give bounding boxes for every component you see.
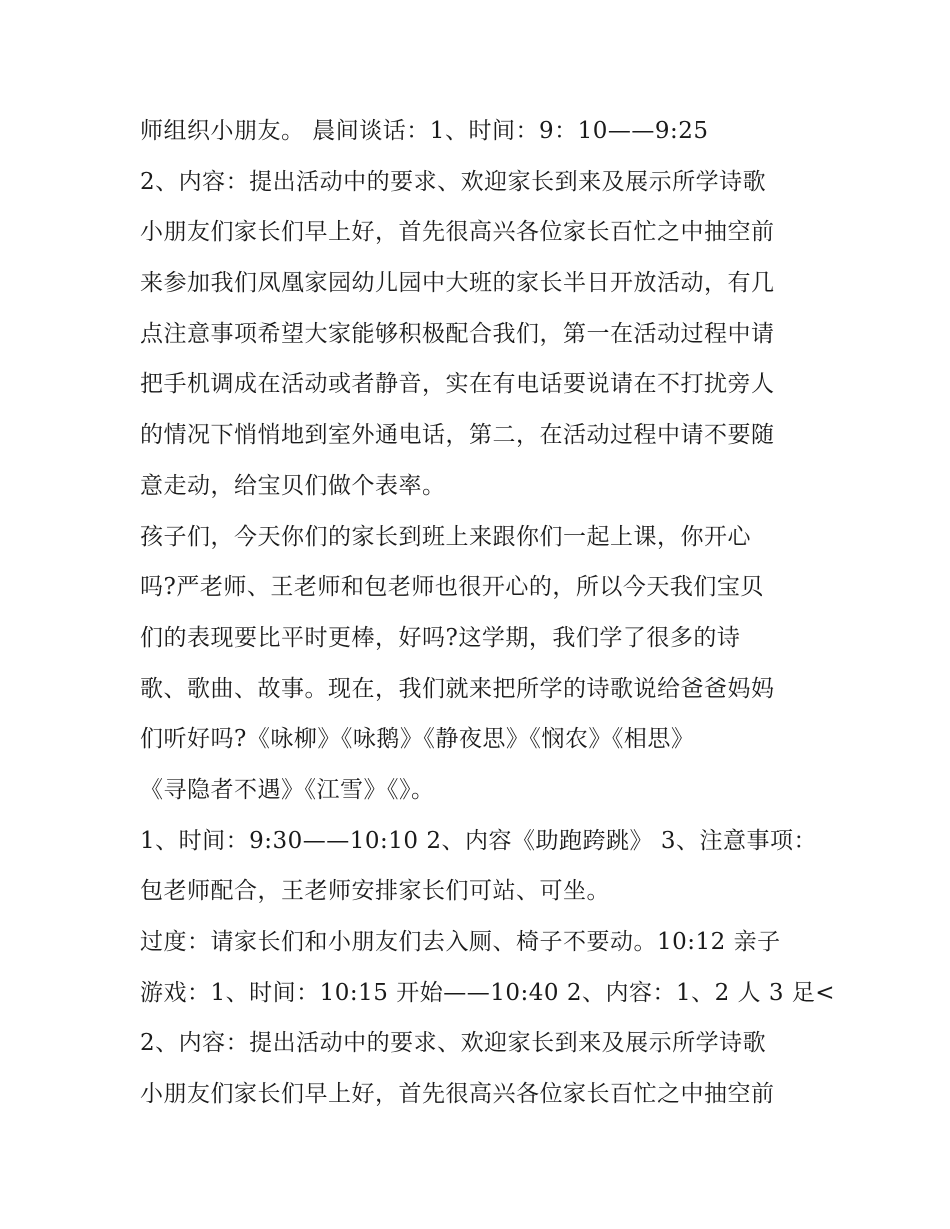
- text-line: 歌、歌曲、故事。现在，我们就来把所学的诗歌说给爸爸妈妈: [140, 675, 775, 702]
- text-line: 的情况下悄悄地到室外通电话，第二，在活动过程中请不要随: [140, 422, 775, 449]
- text-line: 师组织小朋友。 晨间谈话：1、时间：9：10——9:25: [140, 118, 709, 144]
- text-line: 孩子们，今天你们的家长到班上来跟你们一起上课，你开心: [140, 523, 751, 550]
- text-line: 小朋友们家长们早上好，首先很高兴各位家长百忙之中抽空前: [140, 219, 775, 246]
- text-line: 1、时间：9:30——10:10 2、内容《助跑跨跳》 3、注意事项：: [140, 827, 817, 854]
- document-body: [140, 106, 836, 1120]
- text-line: 点注意事项希望大家能够积极配合我们，第一在活动过程中请: [140, 320, 775, 347]
- text-line: 小朋友们家长们早上好，首先很高兴各位家长百忙之中抽空前: [140, 1081, 775, 1108]
- text-line: 来参加我们凤凰家园幼儿园中大班的家长半日开放活动，有几: [140, 270, 775, 297]
- text-line: 意走动，给宝贝们做个表率。: [140, 472, 446, 499]
- text-line: 们听好吗?《咏柳》《咏鹅》《静夜思》《悯农》《相思》: [140, 726, 695, 753]
- text-line: 过度：请家长们和小朋友们去入厕、椅子不要动。10:12 亲子: [140, 929, 781, 955]
- text-line: 吗?严老师、王老师和包老师也很开心的，所以今天我们宝贝: [140, 574, 764, 601]
- text-line: 游戏：1、时间：10:15 开始——10:40 2、内容：1、2 人 3 足<: [140, 979, 836, 1006]
- text-line: 把手机调成在活动或者静音，实在有电话要说请在不打扰旁人: [140, 371, 775, 398]
- text-line: 包老师配合，王老师安排家长们可站、可坐。: [140, 878, 610, 905]
- text-line: 2、内容：提出活动中的要求、欢迎家长到来及展示所学诗歌: [140, 168, 767, 195]
- text-line: 们的表现要比平时更棒，好吗?这学期，我们学了很多的诗: [140, 624, 741, 651]
- text-line: 2、内容：提出活动中的要求、欢迎家长到来及展示所学诗歌: [140, 1030, 767, 1057]
- text-line: 《寻隐者不遇》《江雪》《》。: [140, 776, 435, 803]
